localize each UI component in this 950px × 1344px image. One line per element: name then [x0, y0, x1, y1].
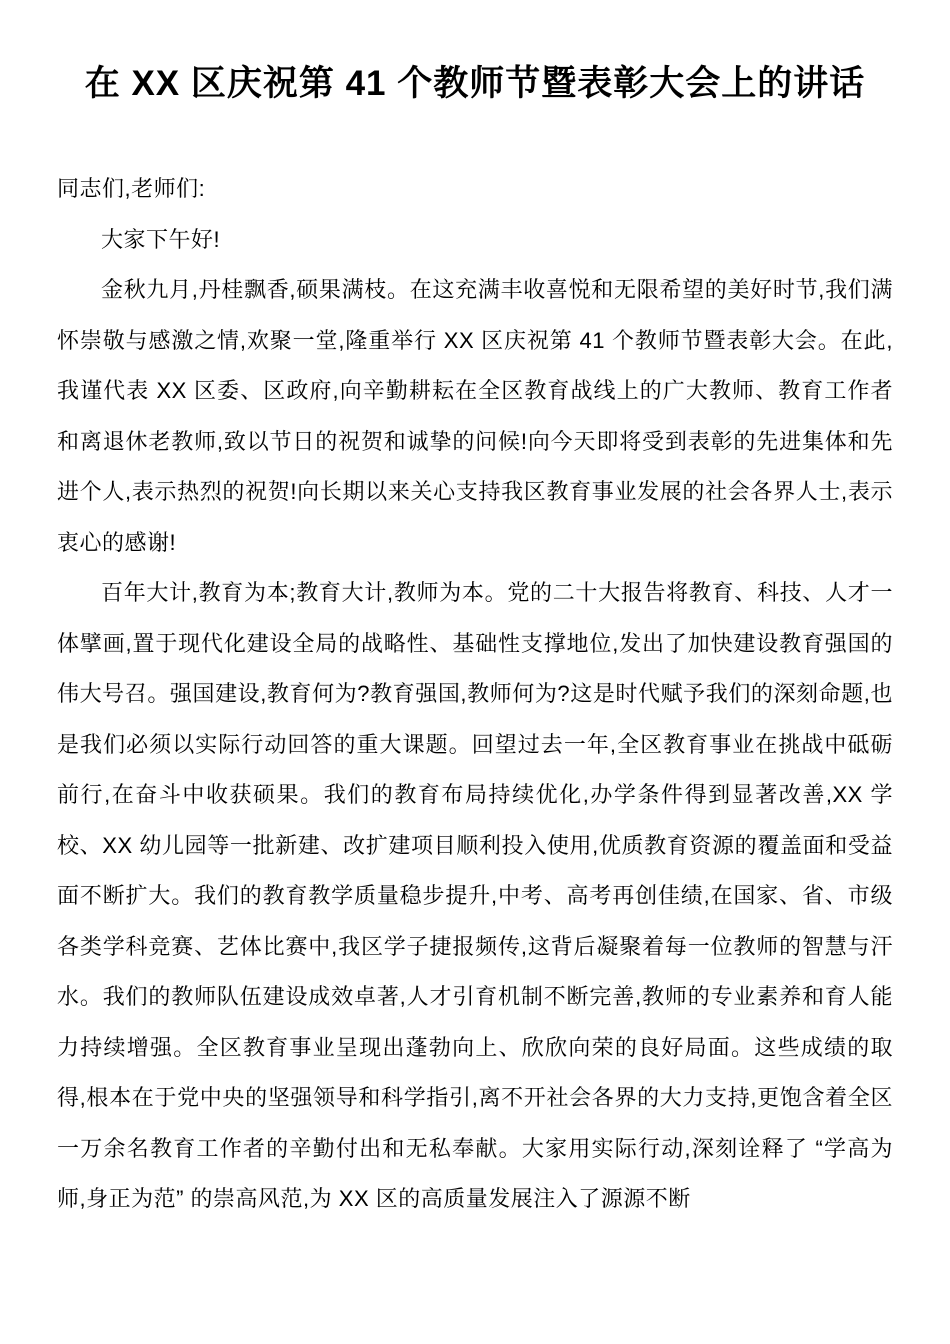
paragraph-greeting: 大家下午好!	[101, 226, 221, 252]
document-body	[57, 164, 893, 1225]
paragraph-salutation: 同志们,老师们:	[57, 176, 206, 201]
paragraph-review: 百年大计,教育为本;教育大计,教师为本。党的二十大报告将教育、科技、人才一体擘画,置于现代化建设全局的战略性、基础性支撑地位,发出了加快建设教育强国的伟大号召。强国建设,教育何为?教育强国,教师何为?这是时代赋予我们的深刻命题,也是我们必须以实际行动回答的重大课题。回望过去一年,全区教育事业在挑战中砥砺前行,在奋斗中收获硕果。我们的教育布局持续优化,办学条件得到显著改善,XX 学校、XX 幼儿园等一批新建、改扩建项目顺利投入使用,优质教育资源的覆盖面和受益面不断扩大。我们的教育教学质量稳步提升,中考、高考再创佳绩,在国家、省、市级各类学科竞赛、艺体比赛中,我区学子捷报频传,这背后凝聚着每一位教师的智慧与汗水。我们的教师队伍建设成效卓著,人才引育机制不断完善,教师的专业素养和育人能力持续增强。全区教育事业呈现出蓬勃向上、欣欣向荣的良好局面。这些成绩的取得,根本在于党中央的坚强领导和科学指引,离不开社会各界的大力支持,更饱含着全区一万余名教育工作者的辛勤付出和无私奉献。大家用实际行动,深刻诠释了 “学高为师,身正为范” 的崇高风范,为 XX 区的高质量发展注入了源源不断	[57, 580, 893, 1211]
paragraph-opening: 金秋九月,丹桂飘香,硕果满枝。在这充满丰收喜悦和无限希望的美好时节,我们满怀崇敬与感激之情,欢聚一堂,隆重举行 XX 区庆祝第 41 个教师节暨表彰大会。在此,我谨代表 XX 区委、区政府,向辛勤耕耘在全区教育战线上的广大教师、教育工作者和离退休老教师,致以节日的祝贺和诚挚的问候!向今天即将受到表彰的先进集体和先进个人,表示热烈的祝贺!向长期以来关心支持我区教育事业发展的社会各界人士,表示衷心的感谢!	[57, 277, 893, 555]
document-title: 在 XX 区庆祝第 41 个教师节暨表彰大会上的讲话	[84, 64, 866, 103]
